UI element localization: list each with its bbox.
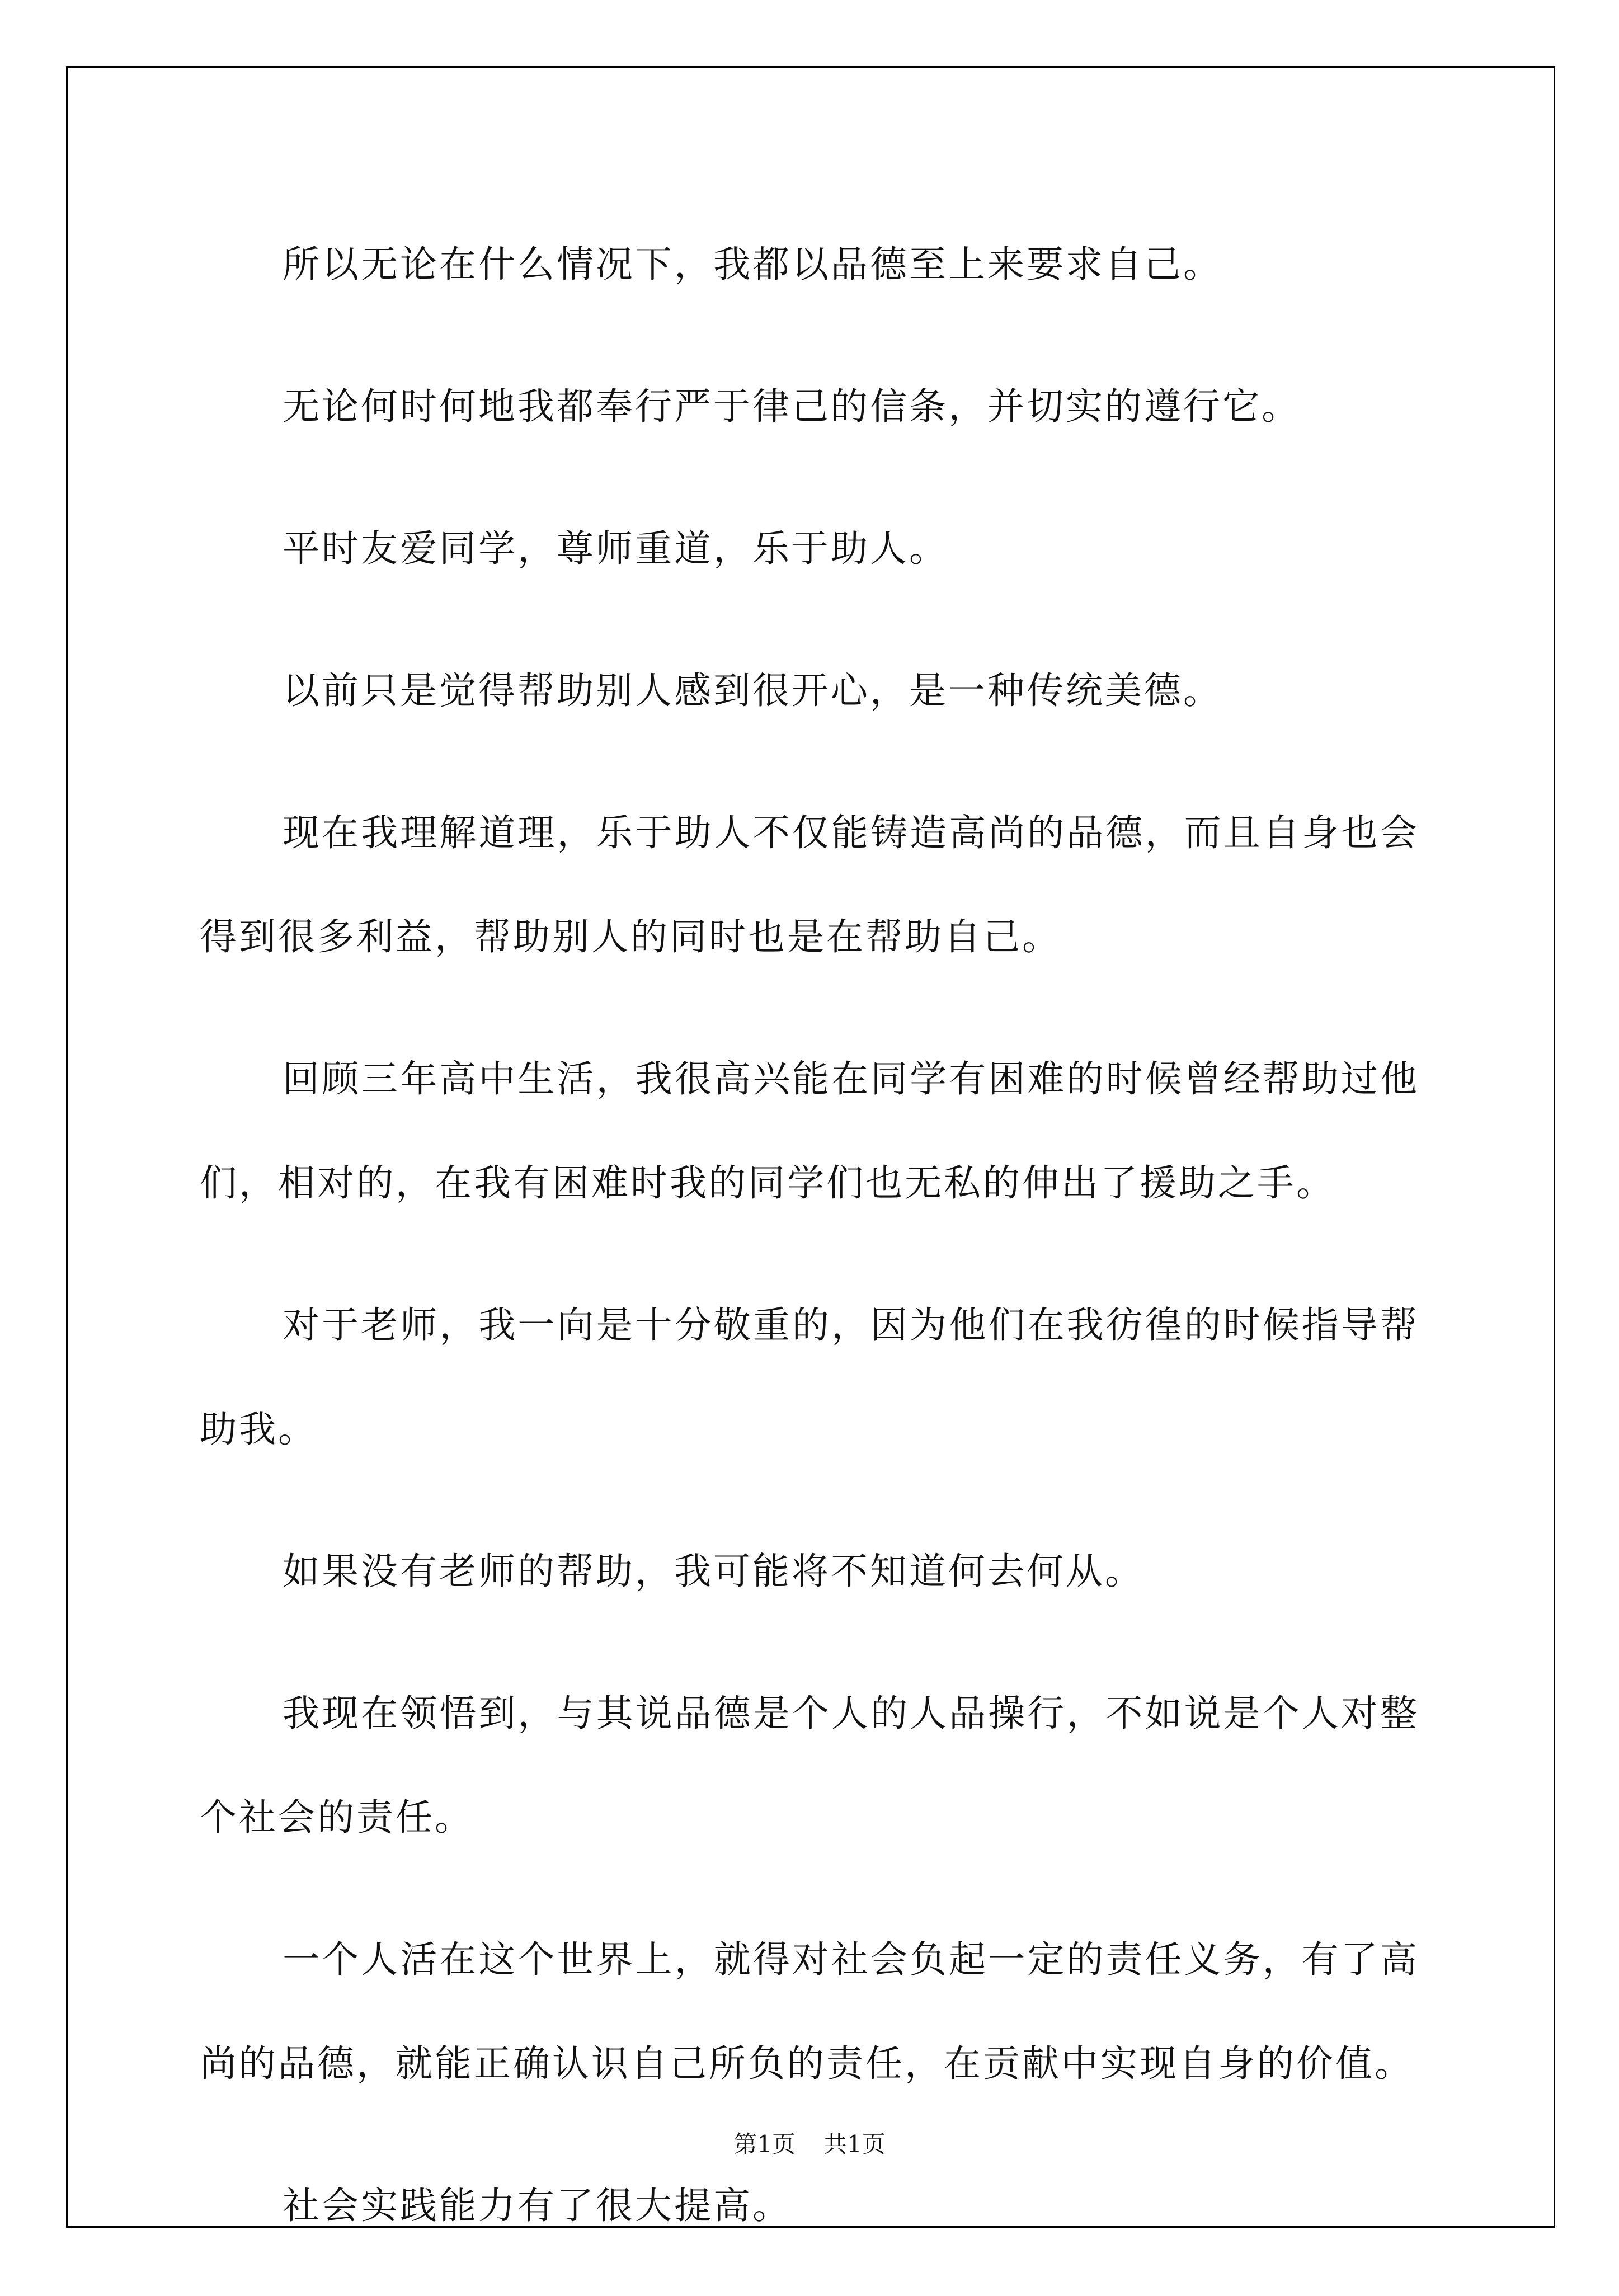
paragraph-4: 以前只是觉得帮助别人感到很开心，是一种传统美德。 xyxy=(283,669,1222,712)
paragraph-9: 我现在领悟到，与其说品德是个人的人品操行，不如说是个人对整个社会的责任。 xyxy=(200,1692,1419,1839)
paragraph-3: 平时友爱同学，尊师重道，乐于助人。 xyxy=(283,527,948,570)
paragraph-7: 对于老师，我一向是十分敬重的，因为他们在我彷徨的时候指导帮助我。 xyxy=(200,1304,1419,1451)
page-footer xyxy=(0,2126,1619,2159)
paragraph-1: 所以无论在什么情况下，我都以品德至上来要求自己。 xyxy=(283,243,1222,286)
paragraph-10: 一个人活在这个世界上，就得对社会负起一定的责任义务，有了高尚的品德，就能正确认识自己所负的责任，在贡献中实现自身的价值。 xyxy=(200,1938,1419,2085)
paragraph-2: 无论何时何地我都奉行严于律己的信条，并切实的遵行它。 xyxy=(283,385,1301,428)
document-body xyxy=(200,213,1419,2296)
paragraph-5: 现在我理解道理，乐于助人不仅能铸造高尚的品德，而且自身也会得到很多利益，帮助别人的同时也是在帮助自己。 xyxy=(200,811,1419,958)
page-number: 第1页 xyxy=(733,2130,796,2158)
paragraph-11: 社会实践能力有了很大提高。 xyxy=(283,2184,792,2227)
paragraph-8: 如果没有老师的帮助，我可能将不知道何去何从。 xyxy=(283,1550,1144,1593)
page-total: 共1页 xyxy=(823,2130,886,2158)
paragraph-6: 回顾三年高中生活，我很高兴能在同学有困难的时候曾经帮助过他们，相对的，在我有困难时我的同学们也无私的伸出了援助之手。 xyxy=(200,1057,1419,1205)
